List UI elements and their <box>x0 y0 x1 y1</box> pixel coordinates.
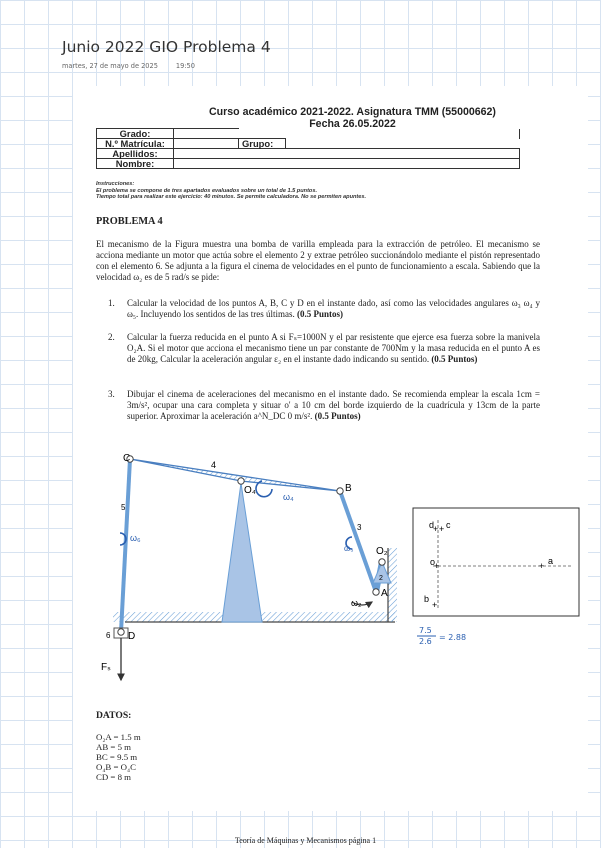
label-link-6: 6 <box>106 631 111 640</box>
cinema-label-c: c <box>446 520 451 530</box>
datos-line: O₂A = 1.5 m <box>96 732 141 742</box>
label-grupo: Grupo: <box>239 139 286 149</box>
label-link-3: 3 <box>357 523 362 532</box>
cinema-cross: + <box>539 561 545 571</box>
cinema-label-d: d <box>429 520 435 530</box>
joint-o2 <box>379 559 385 565</box>
label-link-2: 2 <box>379 575 383 582</box>
joint-b <box>337 488 343 494</box>
instructions-title: Instrucciones: <box>96 181 135 187</box>
joint-o4 <box>238 478 244 484</box>
joint-d <box>118 629 124 635</box>
question-3-num: 3. <box>108 389 115 399</box>
link-4-beam <box>130 459 340 491</box>
question-1-points: (0.5 Puntos) <box>297 309 344 319</box>
datos-line: CD = 8 m <box>96 772 132 782</box>
cinema-cross: + <box>434 561 440 571</box>
handwritten-den: 2.6 <box>419 637 432 646</box>
pump-pillar <box>222 483 262 622</box>
question-1-text: Calcular la velocidad de los puntos A, B, C y D en el instante dado, así como las velocidades angulares ω₃ ω₄ y ω₅. Incluyendo los sentidos de las tres últimas. <box>127 298 540 319</box>
label-a: A <box>381 588 388 599</box>
question-1-num: 1. <box>108 298 115 308</box>
datos-title: DATOS: <box>96 710 132 721</box>
wall-hatch <box>388 548 397 622</box>
label-fs: Fₛ <box>101 662 111 673</box>
datos-line: BC = 9.5 m <box>96 752 138 762</box>
label-link-5: 5 <box>121 503 126 512</box>
datos-line: AB = 5 m <box>96 742 132 752</box>
label-o2: O₂ <box>376 546 388 557</box>
cinema-label-o: o <box>430 557 436 567</box>
question-2-points: (0.5 Puntos) <box>431 354 478 364</box>
handwritten-num: 7.5 <box>419 626 432 635</box>
cinema-cross: + <box>433 524 439 534</box>
note-time: 19:50 <box>175 62 195 70</box>
label-omega-2: ω₂ <box>351 598 362 608</box>
cinema-cross: + <box>439 524 445 534</box>
header-course: Curso académico 2021-2022. Asignatura TMM (55000662) <box>209 106 496 118</box>
label-omega-4: ω₄ <box>283 492 294 502</box>
label-nombre: Nombre: <box>97 159 174 169</box>
instructions-line1: El problema se compone de tres apartados evaluados sobre un total de 1.5 puntos. <box>96 187 318 194</box>
instructions-line2: Tiempo total para realizar este ejercicio: 40 minutos. Se permite calculadora. No se permiten apuntes. <box>96 194 367 200</box>
label-c: C <box>123 453 131 464</box>
label-matricula: N.º Matrícula: <box>97 139 174 149</box>
label-apellidos: Apellidos: <box>97 149 174 159</box>
header-date: Fecha 26.05.2022 <box>309 118 396 130</box>
question-3-points: (0.5 Puntos) <box>314 411 361 421</box>
label-link-4: 4 <box>211 460 217 470</box>
label-omega-3: ω₃ <box>344 544 354 553</box>
label-d: D <box>128 631 136 642</box>
cinema-label-b: b <box>424 594 430 604</box>
page-footer: Teoría de Máquinas y Mecanismos página 1 <box>234 836 377 845</box>
question-3-text: Dibujar el cinema de aceleraciones del mecanismo en el instante dado. Se recomienda emplear la escala 1cm = 3m/s², ocupar una cara completa y situar o' a 10 cm del borde izquierdo de la cuadrícula y 13cm de la parte superior. Aproximar la aceleración a^N_DC 0 m/s². <box>127 389 540 421</box>
question-2-num: 2. <box>108 332 115 342</box>
problem-title: PROBLEMA 4 <box>96 216 163 227</box>
note-date-value: martes, 27 de mayo de 2025 <box>62 62 158 70</box>
note-title[interactable]: Junio 2022 GIO Problema 4 <box>62 38 271 56</box>
joint-a <box>373 589 379 595</box>
handwritten-result: = 2.88 <box>439 633 467 642</box>
question-2-text: Calcular la fuerza reducida en el punto A si Fₛ=1000N y el par resistente que ejerce esa fuerza sobre la manivela O₂A. Si el motor que acciona el mecanismo tiene un par constante de 700Nm y la masa reducida en el punto A es de 20kg, Calcular la aceleración angular ε₂ en el instante dado indicando su sentido. <box>127 332 540 364</box>
cinema-cross: + <box>432 600 438 610</box>
label-b: B <box>345 483 352 494</box>
datos-line: O₄B = O₄C <box>96 762 136 772</box>
cinema-label-a: a <box>548 556 554 566</box>
label-omega-6: ω₆ <box>130 533 141 543</box>
link-5 <box>121 459 130 632</box>
label-o4: O₄ <box>244 485 256 496</box>
problem-intro: El mecanismo de la Figura muestra una bomba de varilla empleada para la extracción de petróleo. El mecanismo se acciona mediante un motor que actúa sobre el elemento 2 y extrae petróleo succionándolo mediante el pistón representado con el elemento 6. Se adjunta a la figura el cinema de velocidades en el punto de funcionamiento a escala. Sabiendo que la velocidad ω₂ es de 5 rad/s se pide: <box>96 239 540 282</box>
label-grado: Grado: <box>97 129 174 139</box>
